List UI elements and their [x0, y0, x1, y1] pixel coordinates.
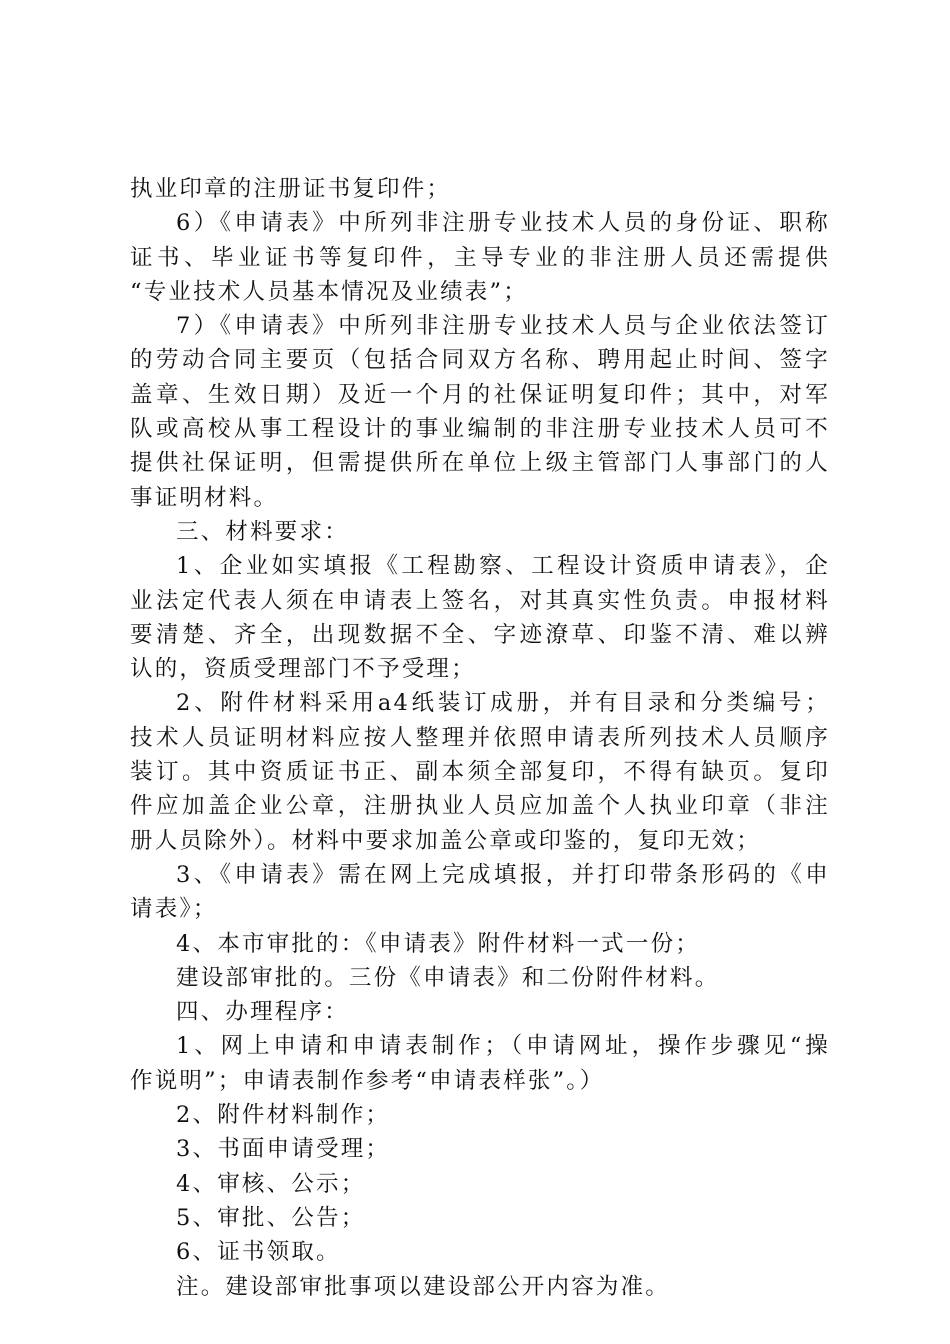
- text-line: 技术人员证明材料应按人整理并依照申请表所列技术人员顺序: [130, 724, 830, 751]
- text-line: 盖章、生效日期）及近一个月的社保证明复印件；其中，对军: [130, 381, 830, 408]
- text-line: 注。建设部审批事项以建设部公开内容为准。: [176, 1273, 671, 1300]
- text-line: 执业印章的注册证书复印件；: [130, 176, 452, 202]
- text-line: 要清楚、齐全，出现数据不全、字迹潦草、印鉴不清、难以辨: [130, 621, 830, 648]
- text-line: 1、企业如实填报《工程勘察、工程设计资质申请表》，企: [176, 553, 830, 580]
- document-body: [130, 172, 830, 1304]
- text-line: 5、审批、公告；: [176, 1204, 366, 1231]
- text-line: 事证明材料。: [130, 484, 279, 511]
- text-line: 提供社保证明，但需提供所在单位上级主管部门人事部门的人: [130, 450, 830, 477]
- text-line: 四、办理程序：: [176, 999, 349, 1026]
- text-line: 队或高校从事工程设计的事业编制的非注册专业技术人员可不: [130, 416, 830, 443]
- text-line: “专业技术人员基本情况及业绩表”；: [130, 278, 528, 305]
- text-line: 2、附件材料制作；: [176, 1102, 391, 1129]
- text-line: 请表》；: [130, 896, 218, 923]
- text-line: 装订。其中资质证书正、副本须全部复印，不得有缺页。复印: [130, 759, 830, 786]
- text-line: 业法定代表人须在申请表上签名，对其真实性负责。申报材料: [130, 587, 830, 614]
- text-line: 6、证书领取。: [176, 1239, 341, 1266]
- text-line: 作说明”；申请表制作参考“申请表样张”。）: [130, 1067, 605, 1094]
- text-line: 6）《申请表》中所列非注册专业技术人员的身份证、职称: [176, 210, 830, 237]
- text-line: 三、材料要求：: [176, 518, 349, 545]
- text-line: 4、本市审批的：《申请表》附件材料一式一份；: [176, 930, 700, 957]
- text-line: 建设部审批的。三份《申请表》和二份附件材料。: [176, 964, 720, 991]
- text-line: 认的，资质受理部门不予受理；: [130, 656, 476, 683]
- text-line: 的劳动合同主要页（包括合同双方名称、聘用起止时间、签字: [130, 347, 830, 374]
- text-line: 1、网上申请和申请表制作；（申请网址，操作步骤见“操: [176, 1033, 830, 1060]
- text-line: 件应加盖企业公章，注册执业人员应加盖个人执业印章（非注: [130, 793, 830, 820]
- text-line: 册人员除外）。材料中要求加盖公章或印鉴的，复印无效；: [130, 827, 761, 854]
- text-line: 2、附件材料采用a4纸装订成册，并有目录和分类编号；: [176, 690, 830, 717]
- text-line: 7）《申请表》中所列非注册专业技术人员与企业依法签订: [176, 313, 830, 340]
- text-line: 3、书面申请受理；: [176, 1136, 391, 1163]
- text-line: 证书、毕业证书等复印件，主导专业的非注册人员还需提供: [130, 244, 830, 271]
- text-line: 4、审核、公示；: [176, 1170, 366, 1197]
- text-line: 3、《申请表》需在网上完成填报，并打印带条形码的《申: [176, 861, 830, 888]
